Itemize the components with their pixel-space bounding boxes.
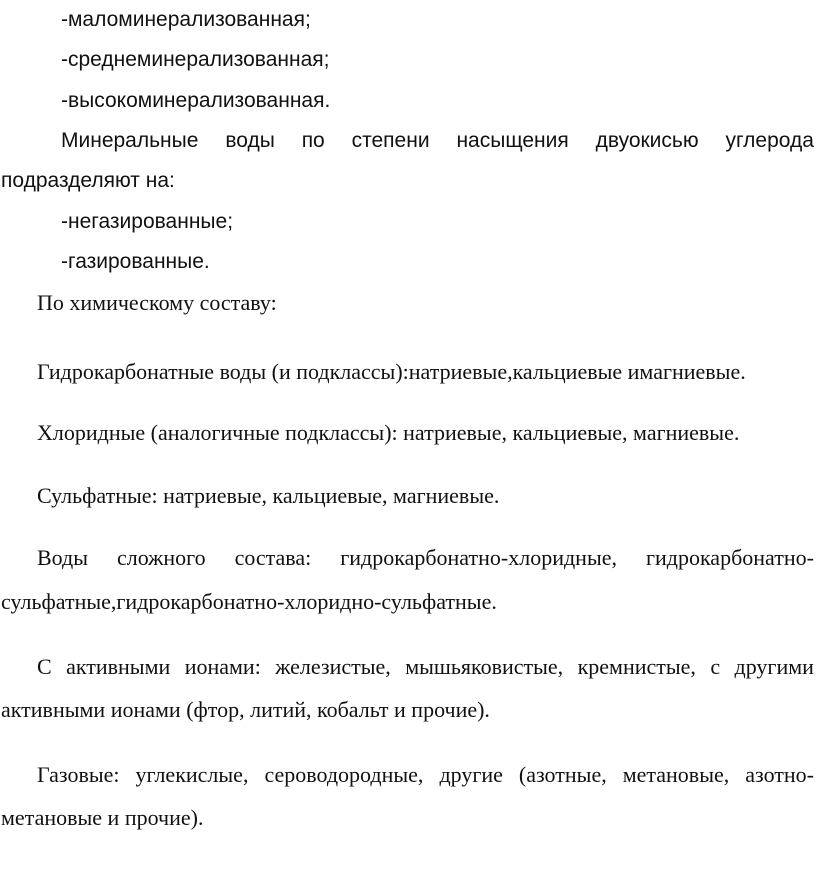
complex-word: гидрокарбонатно-хлоридные, (340, 545, 617, 570)
chemical-composition-heading: По химическому составу: (37, 290, 277, 315)
gaseous-paragraph-continuation: метановые и прочие). (1, 805, 204, 830)
gaseous-word: Газовые: (37, 762, 120, 787)
saturation-word: по (301, 129, 325, 152)
gaseous-paragraph-first-line (37, 764, 814, 786)
saturation-paragraph-continuation: подразделяют на: (1, 169, 175, 192)
saturation-word: углерода (725, 129, 814, 152)
saturation-word: степени (351, 129, 430, 152)
saturation-paragraph-first-line (61, 130, 814, 151)
saturation-word: воды (225, 129, 275, 152)
active-ions-word: другими (734, 654, 814, 679)
active-ions-word: кремнистые, (577, 654, 696, 679)
complex-paragraph-continuation: сульфатные,гидрокарбонатно-хлоридно-сульфатные. (1, 589, 497, 614)
active-ions-word: железистые, (275, 654, 391, 679)
hydrocarbonate-paragraph: Гидрокарбонатные воды (и подклассы):натриевые,кальциевые имагниевые. (37, 359, 746, 384)
active-ions-word: С (37, 654, 52, 679)
complex-word: сложного (116, 545, 206, 570)
gaseous-word: углекислые, (135, 762, 249, 787)
complex-word: гидрокарбонатно- (645, 545, 814, 570)
gaseous-word: азотно- (745, 762, 814, 787)
saturation-word: насыщения (456, 129, 569, 152)
active-ions-word: ионами: (184, 654, 261, 679)
gaseous-word: сероводородные, (264, 762, 424, 787)
gaseous-word: другие (439, 762, 503, 787)
chloride-paragraph: Хлоридные (аналогичные подклассы): натриевые, кальциевые, магниевые. (37, 420, 740, 445)
complex-word: Воды (37, 545, 89, 570)
gas-item-sparkling: -газированные. (61, 250, 210, 273)
active-ions-paragraph-first-line (37, 656, 814, 678)
active-ions-word: активными (66, 654, 171, 679)
mineralization-item-high: -высокоминерализованная. (61, 89, 331, 112)
active-ions-paragraph-continuation: активными ионами (фтор, литий, кобальт и прочие). (1, 697, 490, 722)
saturation-word: двуокисью (595, 129, 699, 152)
complex-paragraph-first-line (37, 547, 814, 569)
mineralization-item-low: -маломинерализованная; (61, 8, 311, 31)
active-ions-word: мышьяковистые, (405, 654, 564, 679)
gaseous-word: (азотные, (518, 762, 607, 787)
active-ions-word: с (710, 654, 721, 679)
gaseous-word: метановые, (622, 762, 730, 787)
sulfate-paragraph: Сульфатные: натриевые, кальциевые, магниевые. (37, 483, 500, 508)
saturation-word: Минеральные (61, 129, 199, 152)
gas-item-still: -негазированные; (61, 210, 234, 233)
complex-word: состава: (234, 545, 312, 570)
mineralization-item-medium: -среднеминерализованная; (61, 48, 330, 71)
